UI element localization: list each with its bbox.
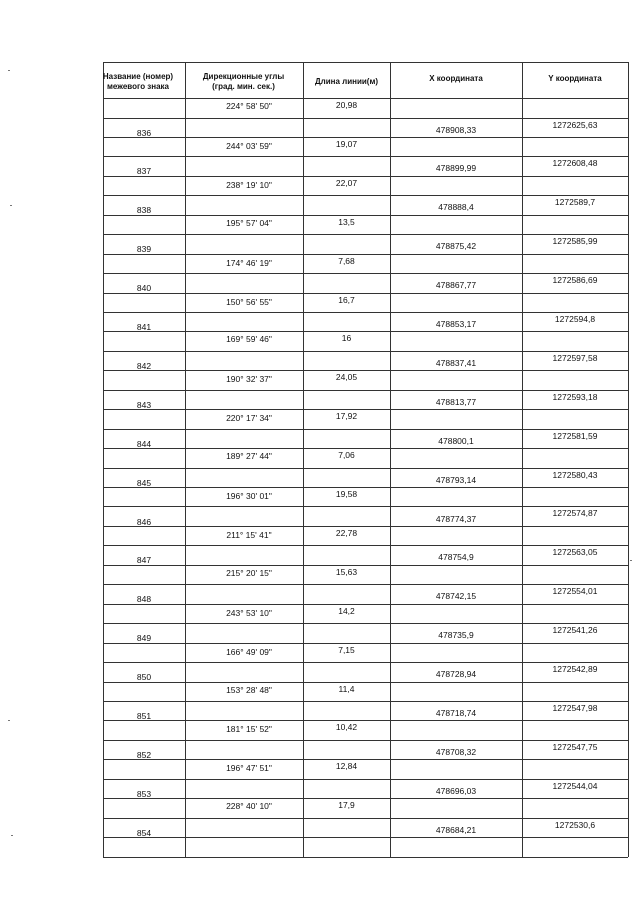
row-divider bbox=[103, 370, 628, 371]
row-divider bbox=[103, 195, 628, 196]
y-coordinate: 1272586,69 bbox=[552, 275, 598, 285]
x-coordinate: 478728,94 bbox=[435, 669, 477, 679]
boundary-mark-name: 842 bbox=[136, 360, 152, 371]
line-length: 15,63 bbox=[335, 566, 358, 577]
row-divider bbox=[103, 448, 628, 449]
direction-angle: 174° 46' 19" bbox=[226, 257, 272, 268]
y-coordinate: 1272541,26 bbox=[552, 625, 598, 636]
row-divider bbox=[103, 215, 628, 216]
direction-angle: 224° 58' 50" bbox=[226, 101, 272, 111]
y-coordinate: 1272544,04 bbox=[552, 780, 598, 791]
y-coordinate: 1272542,89 bbox=[552, 664, 598, 674]
line-length: 7,68 bbox=[338, 255, 355, 266]
row-divider bbox=[103, 682, 628, 683]
column-divider bbox=[390, 62, 391, 857]
row-divider bbox=[103, 740, 628, 741]
line-length: 14,2 bbox=[338, 605, 355, 616]
direction-angle: 190° 32' 37" bbox=[226, 374, 272, 385]
row-divider bbox=[103, 176, 628, 177]
x-coordinate: 478867,77 bbox=[435, 280, 477, 290]
row-divider bbox=[103, 390, 628, 391]
column-divider bbox=[185, 62, 186, 857]
direction-angle: 195° 57' 04" bbox=[226, 217, 272, 228]
y-coordinate: 1272530,6 bbox=[554, 819, 596, 830]
line-length: 11,4 bbox=[338, 683, 355, 694]
boundary-mark-name: 847 bbox=[136, 555, 152, 566]
boundary-mark-name: 854 bbox=[136, 827, 152, 838]
row-divider bbox=[103, 351, 628, 352]
scan-speck bbox=[8, 720, 10, 721]
row-divider bbox=[103, 118, 628, 119]
x-coordinate: 478908,33 bbox=[435, 124, 477, 135]
row-divider bbox=[103, 798, 628, 799]
x-coordinate: 478774,37 bbox=[435, 513, 477, 524]
direction-angle: 244° 03' 59" bbox=[226, 140, 272, 151]
x-coordinate: 478899,99 bbox=[435, 163, 477, 174]
column-divider bbox=[522, 62, 523, 857]
row-divider bbox=[103, 487, 628, 488]
x-coordinate: 478888,4 bbox=[438, 202, 474, 213]
header-name-line2: межевого знака bbox=[106, 82, 170, 91]
direction-angle: 243° 53' 10" bbox=[226, 607, 272, 618]
scan-speck bbox=[10, 205, 12, 206]
row-divider bbox=[103, 584, 628, 585]
y-coordinate: 1272554,01 bbox=[552, 586, 598, 597]
row-divider bbox=[103, 837, 628, 838]
line-length: 22,78 bbox=[335, 527, 358, 538]
header-angle-line2: (град. мин. сек.) bbox=[212, 82, 275, 91]
x-coordinate: 478742,15 bbox=[435, 591, 477, 602]
x-coordinate: 478800,1 bbox=[438, 435, 474, 446]
row-divider bbox=[103, 234, 628, 235]
boundary-mark-name: 848 bbox=[136, 594, 152, 605]
row-divider bbox=[103, 273, 628, 274]
line-length: 12,84 bbox=[335, 761, 358, 772]
boundary-mark-name: 850 bbox=[136, 672, 152, 682]
boundary-mark-name: 852 bbox=[136, 749, 152, 760]
line-length: 24,05 bbox=[335, 372, 358, 383]
column-divider bbox=[303, 62, 304, 857]
row-divider bbox=[103, 857, 628, 858]
y-coordinate: 1272589,7 bbox=[554, 197, 596, 208]
scan-speck bbox=[11, 835, 13, 836]
row-divider bbox=[103, 506, 628, 507]
x-coordinate: 478718,74 bbox=[435, 707, 477, 718]
x-coordinate: 478875,42 bbox=[435, 241, 477, 252]
boundary-mark-name: 841 bbox=[136, 321, 152, 332]
header-name bbox=[92, 72, 184, 92]
x-coordinate: 478696,03 bbox=[435, 785, 477, 796]
row-divider bbox=[103, 779, 628, 780]
y-coordinate: 1272594,8 bbox=[554, 313, 596, 324]
row-divider bbox=[103, 643, 628, 644]
row-divider bbox=[103, 526, 628, 527]
line-length: 19,07 bbox=[335, 138, 358, 149]
line-length: 13,5 bbox=[338, 216, 355, 227]
row-divider bbox=[103, 545, 628, 546]
boundary-mark-name: 851 bbox=[136, 710, 152, 721]
direction-angle: 153° 28' 48" bbox=[226, 684, 272, 695]
line-length: 17,92 bbox=[335, 411, 358, 422]
x-coordinate: 478708,32 bbox=[435, 746, 477, 757]
boundary-mark-name: 838 bbox=[136, 205, 152, 216]
row-divider bbox=[103, 623, 628, 624]
header-angle-line1: Дирекционные углы bbox=[202, 72, 285, 81]
boundary-mark-name: 846 bbox=[136, 516, 152, 527]
row-divider bbox=[103, 818, 628, 819]
line-length: 17,9 bbox=[338, 800, 355, 811]
scan-speck bbox=[630, 560, 632, 561]
header-name-line1: Название (номер) bbox=[102, 72, 174, 81]
boundary-mark-name: 840 bbox=[136, 283, 152, 293]
line-length: 16 bbox=[341, 333, 352, 344]
boundary-mark-name: 849 bbox=[136, 633, 152, 644]
x-coordinate: 478735,9 bbox=[438, 630, 474, 641]
table-top-border bbox=[103, 62, 628, 63]
direction-angle: 169° 59' 46" bbox=[226, 334, 272, 345]
direction-angle: 150° 56' 55" bbox=[226, 296, 272, 307]
header-x: X координата bbox=[429, 74, 483, 83]
line-length: 20,98 bbox=[335, 100, 358, 110]
row-divider bbox=[103, 293, 628, 294]
header-angle bbox=[185, 72, 302, 92]
direction-angle: 181° 15' 52" bbox=[226, 724, 272, 735]
boundary-mark-name: 837 bbox=[136, 166, 152, 177]
direction-angle: 215° 20' 15" bbox=[226, 567, 272, 578]
line-length: 22,07 bbox=[335, 177, 358, 188]
y-coordinate: 1272580,43 bbox=[552, 469, 598, 480]
row-divider bbox=[103, 156, 628, 157]
y-coordinate: 1272608,48 bbox=[552, 158, 598, 169]
boundary-mark-name: 845 bbox=[136, 477, 152, 488]
direction-angle: 238° 19' 10" bbox=[226, 179, 272, 190]
row-divider bbox=[103, 254, 628, 255]
row-divider bbox=[103, 662, 628, 663]
header-length: Длина линии(м) bbox=[314, 77, 379, 86]
x-coordinate: 478754,9 bbox=[438, 552, 474, 563]
boundary-mark-name: 844 bbox=[136, 438, 152, 449]
row-divider bbox=[103, 720, 628, 721]
line-length: 7,15 bbox=[338, 644, 355, 655]
column-divider bbox=[628, 62, 629, 857]
row-divider bbox=[103, 409, 628, 410]
row-divider bbox=[103, 312, 628, 313]
boundary-mark-name: 836 bbox=[136, 127, 152, 138]
row-divider bbox=[103, 604, 628, 605]
row-divider bbox=[103, 331, 628, 332]
boundary-mark-name: 843 bbox=[136, 399, 152, 410]
line-length: 19,58 bbox=[335, 489, 358, 499]
y-coordinate: 1272581,59 bbox=[552, 430, 598, 441]
line-length: 16,7 bbox=[338, 294, 355, 305]
x-coordinate: 478793,14 bbox=[435, 474, 477, 485]
x-coordinate: 478853,17 bbox=[435, 318, 477, 329]
y-coordinate: 1272574,87 bbox=[552, 508, 598, 519]
row-divider bbox=[103, 701, 628, 702]
y-coordinate: 1272547,98 bbox=[552, 702, 598, 713]
row-divider bbox=[103, 98, 628, 99]
header-y: Y координата bbox=[548, 74, 602, 83]
y-coordinate: 1272547,75 bbox=[552, 741, 598, 752]
row-divider bbox=[103, 137, 628, 138]
y-coordinate: 1272593,18 bbox=[552, 391, 598, 402]
direction-angle: 196° 47' 51" bbox=[226, 763, 272, 774]
direction-angle: 166° 49' 09" bbox=[226, 646, 272, 657]
y-coordinate: 1272563,05 bbox=[552, 547, 598, 558]
direction-angle: 189° 27' 44" bbox=[226, 451, 272, 462]
y-coordinate: 1272585,99 bbox=[552, 236, 598, 247]
direction-angle: 211° 15' 41" bbox=[226, 529, 272, 540]
line-length: 7,06 bbox=[338, 450, 355, 461]
direction-angle: 228° 40' 10" bbox=[226, 801, 272, 812]
x-coordinate: 478684,21 bbox=[435, 824, 477, 835]
row-divider bbox=[103, 468, 628, 469]
scan-speck bbox=[8, 70, 10, 71]
y-coordinate: 1272597,58 bbox=[552, 352, 598, 363]
row-divider bbox=[103, 429, 628, 430]
row-divider bbox=[103, 759, 628, 760]
line-length: 10,42 bbox=[335, 722, 358, 733]
row-divider bbox=[103, 565, 628, 566]
x-coordinate: 478837,41 bbox=[435, 357, 477, 368]
boundary-mark-name: 853 bbox=[136, 788, 152, 799]
column-divider bbox=[103, 62, 104, 857]
boundary-mark-name: 839 bbox=[136, 244, 152, 255]
direction-angle: 220° 17' 34" bbox=[226, 413, 272, 424]
x-coordinate: 478813,77 bbox=[435, 396, 477, 407]
y-coordinate: 1272625,63 bbox=[552, 119, 598, 130]
direction-angle: 196° 30' 01" bbox=[226, 491, 272, 501]
